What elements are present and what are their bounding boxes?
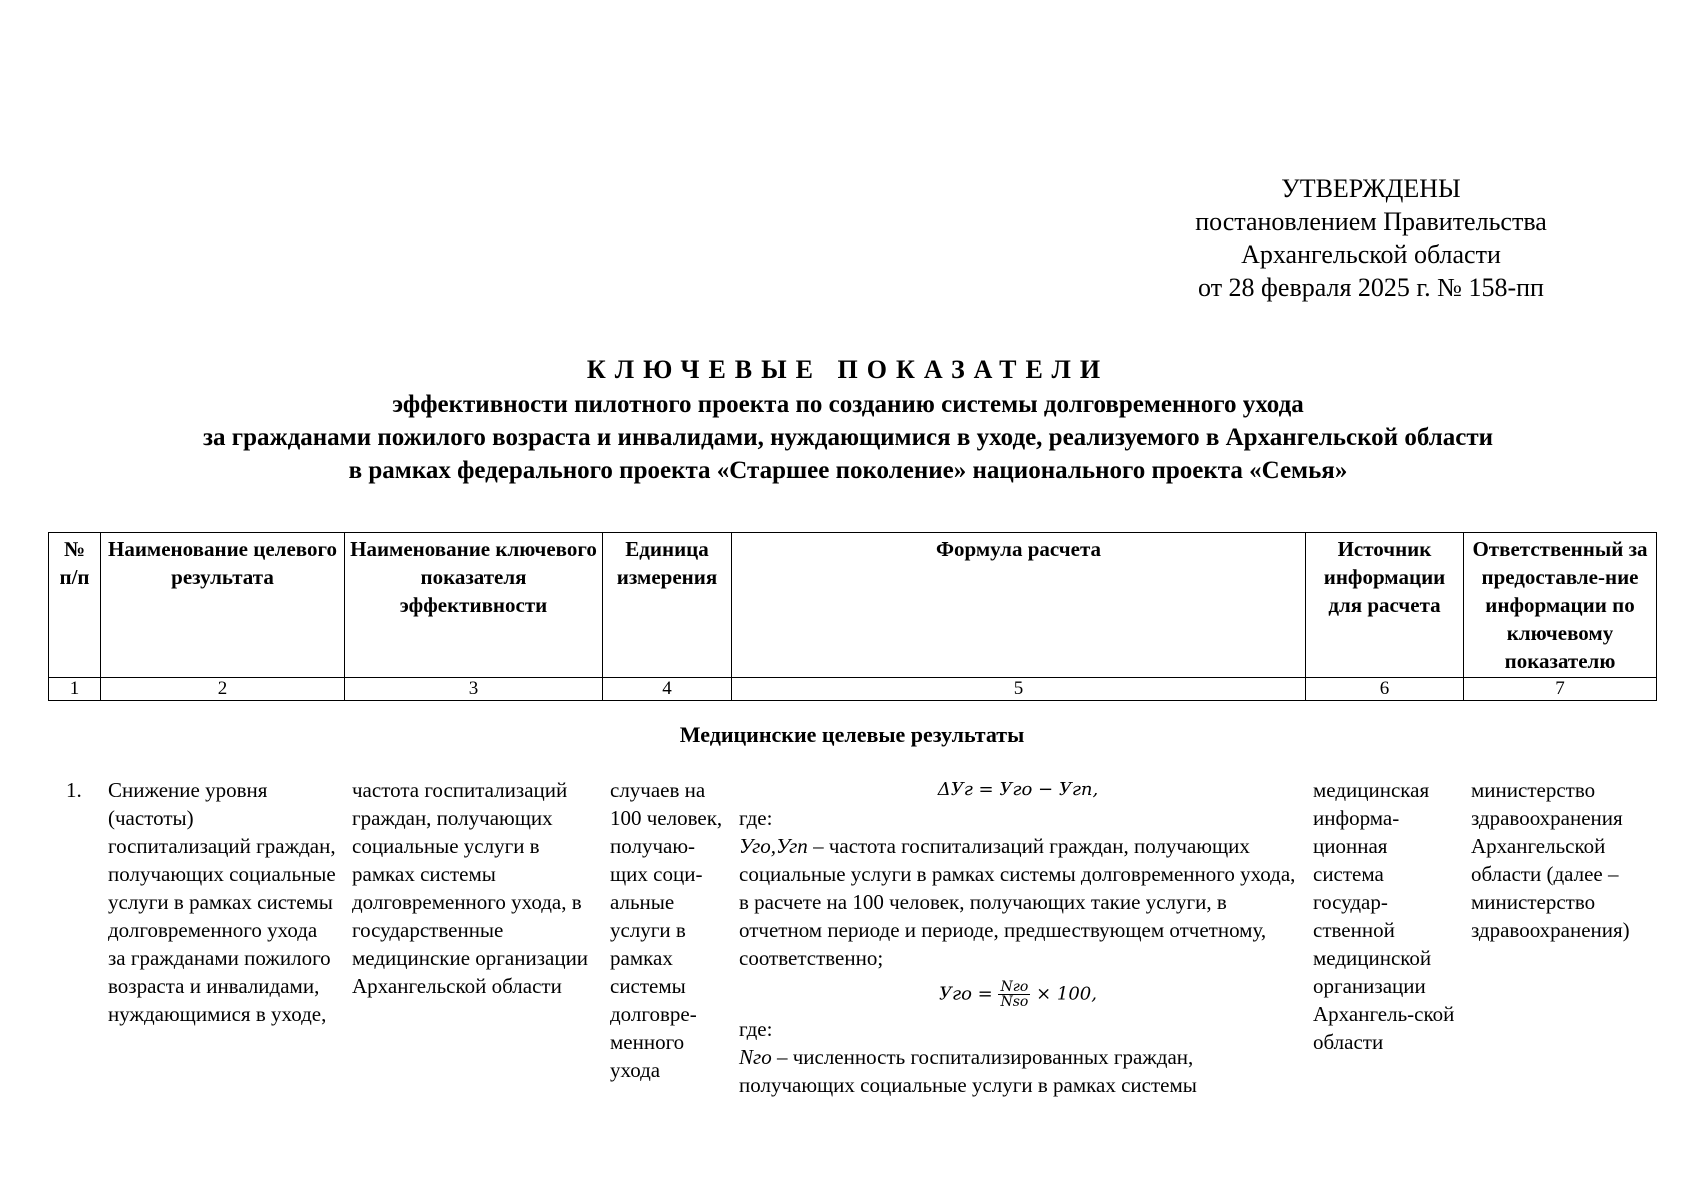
indicator-table xyxy=(48,776,1656,1099)
formula-2-rhs: × 100, xyxy=(1036,983,1097,1005)
header-indicator: Наименование ключевого показателя эффективности xyxy=(345,533,603,678)
fraction xyxy=(998,980,1030,1009)
column-number: 5 xyxy=(732,678,1306,701)
title-sub-2: за гражданами пожилого возраста и инвалидами, нуждающимися в уходе, реализуемого в Архангельской области xyxy=(202,424,1494,451)
table-row xyxy=(48,776,1656,1099)
row-indicator: частота госпитализаций граждан, получающих социальные услуги в рамках системы долговременного ухода, в государственные медицинские организации Архангельской области xyxy=(352,778,589,998)
row-source: медицинская информа-ционная система государ-ственной медицинской организации Архангель-ской области xyxy=(1313,778,1455,1054)
column-number: 4 xyxy=(603,678,732,701)
section-title: Медицинские целевые результаты xyxy=(679,722,1025,747)
formula-desc-2-text: – численность госпитализированных граждан, получающих социальные услуги в рамках системы xyxy=(739,1045,1197,1097)
approval-line-2: постановлением Правительства xyxy=(1195,207,1547,236)
header-source: Источник информации для расчета xyxy=(1306,533,1464,678)
document-title xyxy=(60,352,1636,487)
row-result: Снижение уровня (частоты) госпитализаций граждан, получающих социальные услуги в рамках системы долговременного ухода за гражданами пожилого возраста и инвалидами, нуждающимися в уходе, xyxy=(108,778,336,1026)
header-formula: Формула расчета xyxy=(732,533,1306,678)
title-main: КЛЮЧЕВЫЕ ПОКАЗАТЕЛИ xyxy=(586,355,1110,384)
header-table xyxy=(48,532,1657,701)
approval-line-3: Архангельской области xyxy=(1241,240,1501,269)
row-formula xyxy=(731,776,1305,1099)
row-responsible: министерство здравоохранения Архангельской области (далее – министерство здравоохранения) xyxy=(1471,778,1630,942)
title-sub-1: эффективности пилотного проекта по созданию системы долговременного ухода xyxy=(392,391,1304,418)
column-number: 1 xyxy=(49,678,101,701)
header-num: № п/п xyxy=(49,533,101,678)
title-sub-3: в рамках федерального проекта «Старшее поколение» национального проекта «Семья» xyxy=(348,457,1348,484)
column-number: 2 xyxy=(101,678,345,701)
approval-line-4: от 28 февраля 2025 г. № 158-пп xyxy=(1198,273,1544,302)
formula-desc-1 xyxy=(739,832,1297,972)
approval-line-1: УТВЕРЖДЕНЫ xyxy=(1281,174,1461,203)
formula-var-2: Nгo xyxy=(739,1045,772,1069)
row-number: 1. xyxy=(66,778,82,802)
formula-desc-1-text: – частота госпитализаций граждан, получающих социальные услуги в рамках системы долговременного ухода, в расчете на 100 человек, получающих такие услуги, в отчетном периоде и периоде, предшествующем отчетному, соответственно; xyxy=(739,834,1296,970)
approval-stamp xyxy=(1150,172,1592,304)
formula-vars-1: Угo,Угп xyxy=(739,834,808,858)
fraction-numerator: Nгo xyxy=(998,980,1030,995)
header-unit: Единица измерения xyxy=(603,533,732,678)
column-number: 6 xyxy=(1306,678,1464,701)
where-label-2: где: xyxy=(739,1017,773,1041)
header-result: Наименование целевого результата xyxy=(101,533,345,678)
header-responsible: Ответственный за предоставле-ние информации по ключевому показателю xyxy=(1464,533,1657,678)
formula-delta: ΔУг = Угo − Угп, xyxy=(937,779,1099,800)
formula-desc-2 xyxy=(739,1043,1297,1099)
formula-frequency xyxy=(739,980,1297,1009)
fraction-denominator: Nso xyxy=(1000,994,1029,1010)
column-number: 3 xyxy=(345,678,603,701)
row-unit: случаев на 100 человек, получаю-щих соци-альные услуги в рамках системы долговре-менного ухода xyxy=(610,778,723,1082)
where-label-1: где: xyxy=(739,806,773,830)
column-number: 7 xyxy=(1464,678,1657,701)
formula-2-lhs: Угo = xyxy=(939,983,993,1005)
